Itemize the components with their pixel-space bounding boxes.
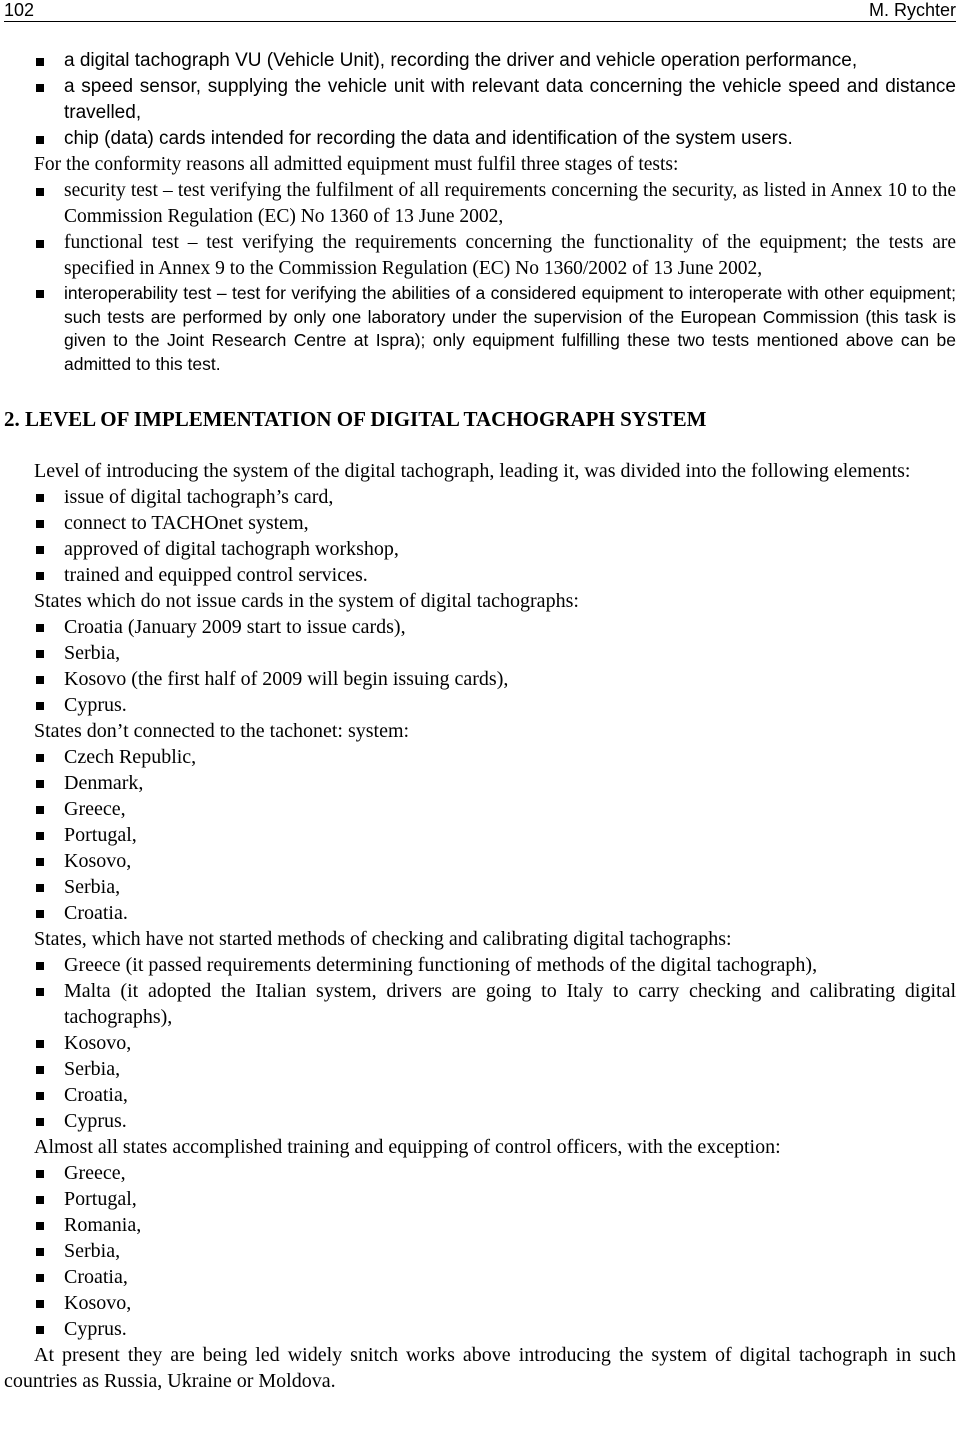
list-item: functional test – test verifying the requirements concerning the functionality of the equipment; the tests are specified in Annex 9 to the Commission Regulation (EC) No 1360/2002 of 13 June 2002,	[0, 230, 960, 282]
training-intro: Almost all states accomplished training and equipping of control officers, with the exception:	[34, 1136, 781, 1158]
list-item: chip (data) cards intended for recording the data and identification of the system users.	[0, 126, 960, 152]
list-item: Romania,	[0, 1212, 960, 1238]
list-item: Cyprus.	[0, 692, 960, 718]
list-item: trained and equipped control services.	[0, 562, 960, 588]
training-exceptions-list	[0, 1160, 960, 1342]
square-bullet-icon	[36, 702, 44, 710]
list-item: Croatia.	[0, 900, 960, 926]
elements-list	[0, 484, 960, 588]
list-item: interoperability test – test for verifying the abilities of a considered equipment to interoperate with other equipment; such tests are performed by only one laboratory under the supervision of the European Commission (this task is given to the Joint Research Centre at Ispra); only equipment fulfilling these two tests mentioned above can be admitted to this test.	[0, 282, 960, 376]
list-item: Greece,	[0, 1160, 960, 1186]
list-item: issue of digital tachograph’s card,	[0, 484, 960, 510]
list-item: Malta (it adopted the Italian system, drivers are going to Italy to carry checking and calibrating digital tachographs),	[0, 978, 960, 1030]
square-bullet-icon	[36, 1326, 44, 1334]
page-header	[4, 0, 956, 22]
square-bullet-icon	[36, 494, 44, 502]
square-bullet-icon	[36, 780, 44, 788]
square-bullet-icon	[36, 84, 44, 92]
square-bullet-icon	[36, 136, 44, 144]
list-item: Croatia,	[0, 1082, 960, 1108]
list-item: security test – test verifying the fulfilment of all requirements concerning the security, as listed in Annex 10 to the Commission Regulation (EC) No 1360 of 13 June 2002,	[0, 178, 960, 230]
list-item: Serbia,	[0, 1238, 960, 1264]
square-bullet-icon	[36, 858, 44, 866]
square-bullet-icon	[36, 1066, 44, 1074]
list-item: a digital tachograph VU (Vehicle Unit), recording the driver and vehicle operation performance,	[0, 48, 960, 74]
list-item: Portugal,	[0, 822, 960, 848]
list-item: Denmark,	[0, 770, 960, 796]
equipment-list	[0, 48, 960, 152]
section-intro: Level of introducing the system of the digital tachograph, leading it, was divided into the following elements:	[34, 460, 911, 482]
list-item: Serbia,	[0, 874, 960, 900]
conformity-intro: For the conformity reasons all admitted equipment must fulfil three stages of tests:	[34, 154, 679, 175]
square-bullet-icon	[36, 1170, 44, 1178]
not-connected-list	[0, 744, 960, 926]
square-bullet-icon	[36, 1040, 44, 1048]
not-started-list	[0, 952, 960, 1134]
square-bullet-icon	[36, 58, 44, 66]
no-cards-list	[0, 614, 960, 718]
list-item: approved of digital tachograph workshop,	[0, 536, 960, 562]
square-bullet-icon	[36, 1196, 44, 1204]
square-bullet-icon	[36, 1248, 44, 1256]
list-item: Kosovo,	[0, 1030, 960, 1056]
interop-list	[0, 282, 960, 376]
square-bullet-icon	[36, 1092, 44, 1100]
list-item: a speed sensor, supplying the vehicle unit with relevant data concerning the vehicle speed and distance travelled,	[0, 74, 960, 126]
square-bullet-icon	[36, 676, 44, 684]
square-bullet-icon	[36, 1300, 44, 1308]
square-bullet-icon	[36, 988, 44, 996]
list-item: Croatia,	[0, 1264, 960, 1290]
square-bullet-icon	[36, 806, 44, 814]
square-bullet-icon	[36, 962, 44, 970]
page-body	[0, 48, 960, 1394]
square-bullet-icon	[36, 290, 44, 298]
square-bullet-icon	[36, 188, 44, 196]
square-bullet-icon	[36, 520, 44, 528]
no-cards-intro: States which do not issue cards in the system of digital tachographs:	[34, 590, 579, 612]
not-connected-intro: States don’t connected to the tachonet: system:	[34, 720, 410, 742]
list-item: Greece (it passed requirements determining functioning of methods of the digital tachograph),	[0, 952, 960, 978]
list-item: Czech Republic,	[0, 744, 960, 770]
square-bullet-icon	[36, 240, 44, 248]
square-bullet-icon	[36, 1118, 44, 1126]
square-bullet-icon	[36, 1222, 44, 1230]
list-item: connect to TACHOnet system,	[0, 510, 960, 536]
list-item: Portugal,	[0, 1186, 960, 1212]
square-bullet-icon	[36, 1274, 44, 1282]
square-bullet-icon	[36, 546, 44, 554]
test-list	[0, 178, 960, 282]
square-bullet-icon	[36, 910, 44, 918]
running-author: M. Rychter	[868, 0, 956, 20]
square-bullet-icon	[36, 754, 44, 762]
list-item: Croatia (January 2009 start to issue cards),	[0, 614, 960, 640]
square-bullet-icon	[36, 884, 44, 892]
list-item: Cyprus.	[0, 1316, 960, 1342]
closing-paragraph: At present they are being led widely snitch works above introducing the system of digital tachograph in such countries as Russia, Ukraine or Moldova.	[4, 1344, 956, 1392]
list-item: Kosovo,	[0, 848, 960, 874]
page-number: 102	[4, 0, 35, 20]
list-item: Kosovo,	[0, 1290, 960, 1316]
list-item: Cyprus.	[0, 1108, 960, 1134]
not-started-intro: States, which have not started methods of checking and calibrating digital tachographs:	[34, 928, 732, 950]
list-item: Serbia,	[0, 640, 960, 666]
square-bullet-icon	[36, 832, 44, 840]
list-item: Serbia,	[0, 1056, 960, 1082]
square-bullet-icon	[36, 572, 44, 580]
section-heading: 2. LEVEL OF IMPLEMENTATION OF DIGITAL TACHOGRAPH SYSTEM	[4, 407, 707, 431]
square-bullet-icon	[36, 624, 44, 632]
square-bullet-icon	[36, 650, 44, 658]
list-item: Kosovo (the first half of 2009 will begin issuing cards),	[0, 666, 960, 692]
list-item: Greece,	[0, 796, 960, 822]
